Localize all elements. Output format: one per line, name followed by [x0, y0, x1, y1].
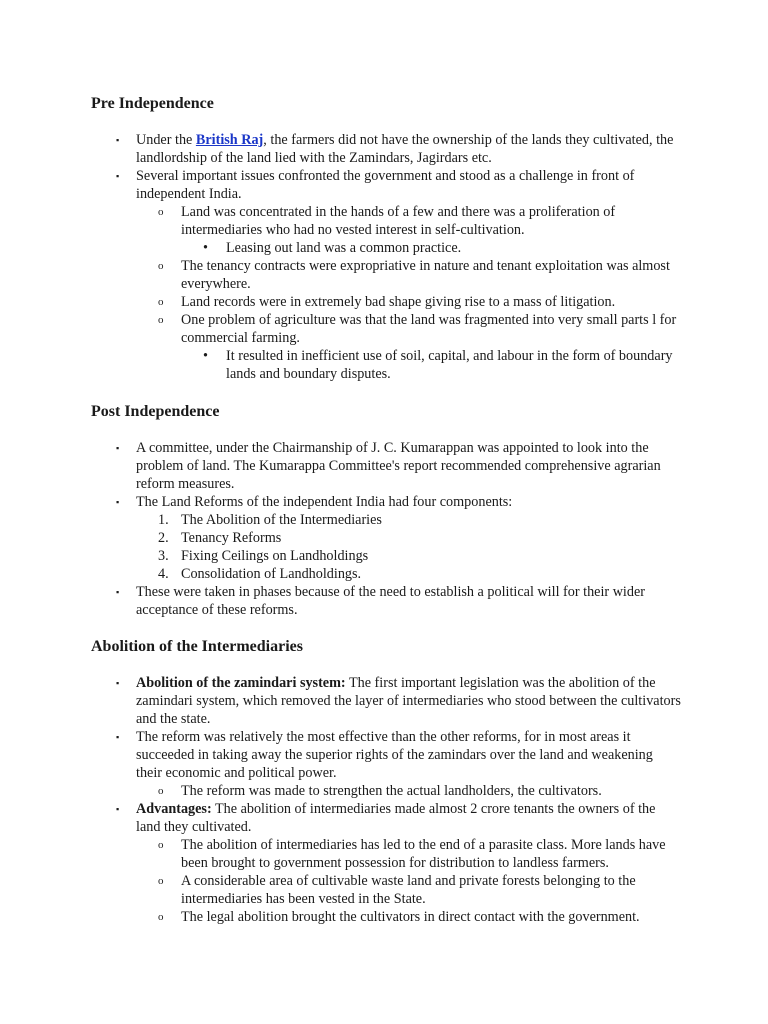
square-bullet-icon: ▪	[116, 804, 120, 814]
square-bullet-icon: ▪	[116, 135, 120, 145]
square-bullet-icon: ▪	[116, 678, 120, 688]
post-independence-list	[0, 439, 768, 619]
list-number: 1.	[158, 512, 169, 528]
list-item: ▪ The Land Reforms of the independent India had four components:	[116, 494, 513, 510]
list-item: o The legal abolition brought the cultivators in direct contact with the government.	[158, 909, 640, 925]
list-item: ▪ The reform was relatively the most effective than the other reforms, for in most areas it succeeded in taking away the superior rights of the zamindars over the land and weakening their economic and political power.	[116, 729, 653, 781]
list-item: o One problem of agriculture was that the land was fragmented into very small parts l for commercial farming.	[158, 312, 677, 346]
list-item: o Land was concentrated in the hands of a few and there was a proliferation of intermediaries who had no vested interest in self-cultivation.	[158, 204, 616, 238]
square-bullet-icon: ▪	[116, 443, 120, 453]
dot-bullet-icon: •	[203, 348, 208, 364]
circle-bullet-icon: o	[158, 296, 164, 308]
heading-post-independence: Post Independence	[91, 403, 220, 420]
list-number: 2.	[158, 530, 169, 546]
list-item: ▪ A committee, under the Chairmanship of J. C. Kumarappan was appointed to look into the problem of land. The Kumarappa Committee's report recommended comprehensive agrarian reform measures.	[116, 440, 661, 492]
list-number: 3.	[158, 548, 169, 564]
list-item: 2. Tenancy Reforms	[158, 530, 282, 546]
circle-bullet-icon: o	[158, 839, 164, 851]
list-item: 3. Fixing Ceilings on Landholdings	[158, 548, 369, 564]
british-raj-link[interactable]: British Raj	[195, 132, 264, 148]
list-item: • It resulted in inefficient use of soil, capital, and labour in the form of boundary lands and boundary disputes.	[203, 348, 673, 382]
list-item: 1. The Abolition of the Intermediaries	[158, 512, 382, 528]
circle-bullet-icon: o	[158, 314, 164, 326]
list-item: o The tenancy contracts were expropriative in nature and tenant exploitation was almost everywhere.	[158, 258, 670, 292]
square-bullet-icon: ▪	[116, 732, 120, 742]
circle-bullet-icon: o	[158, 875, 164, 887]
square-bullet-icon: ▪	[116, 587, 120, 597]
circle-bullet-icon: o	[158, 785, 164, 797]
circle-bullet-icon: o	[158, 206, 164, 218]
circle-bullet-icon: o	[158, 260, 164, 272]
list-item: ▪ These were taken in phases because of the need to establish a political will for their wider acceptance of these reforms.	[116, 584, 645, 618]
circle-bullet-icon: o	[158, 911, 164, 923]
dot-bullet-icon: •	[203, 240, 208, 256]
pre-independence-list	[0, 131, 768, 383]
list-item: 4. Consolidation of Landholdings.	[158, 566, 362, 582]
abolition-list	[0, 674, 768, 926]
list-item: ▪ Under the British Raj, the farmers did not have the ownership of the lands they cultivated, the landlordship of the land lied with the Zamindars, Jagirdars etc.	[116, 132, 674, 166]
list-number: 4.	[158, 566, 169, 582]
list-item: o The reform was made to strengthen the actual landholders, the cultivators.	[158, 783, 602, 799]
list-item: o Land records were in extremely bad shape giving rise to a mass of litigation.	[158, 294, 616, 310]
list-item: o A considerable area of cultivable waste land and private forests belonging to the intermediaries has been vested in the State.	[158, 873, 636, 907]
list-item: o The abolition of intermediaries has led to the end of a parasite class. More lands have been brought to government possession for distribution to landless farmers.	[158, 837, 666, 871]
list-item: • Leasing out land was a common practice.	[203, 240, 462, 256]
list-item: ▪ Several important issues confronted the government and stood as a challenge in front of independent India.	[116, 168, 635, 202]
list-item: ▪ Abolition of the zamindari system: The first important legislation was the abolition of the zamindari system, which removed the layer of intermediaries who stood between the cultivators and the state.	[116, 675, 681, 727]
list-item: ▪ Advantages: The abolition of intermediaries made almost 2 crore tenants the owners of the land they cultivated.	[116, 801, 656, 835]
heading-abolition-intermediaries: Abolition of the Intermediaries	[91, 638, 303, 655]
square-bullet-icon: ▪	[116, 171, 120, 181]
square-bullet-icon: ▪	[116, 497, 120, 507]
heading-pre-independence: Pre Independence	[91, 95, 214, 112]
